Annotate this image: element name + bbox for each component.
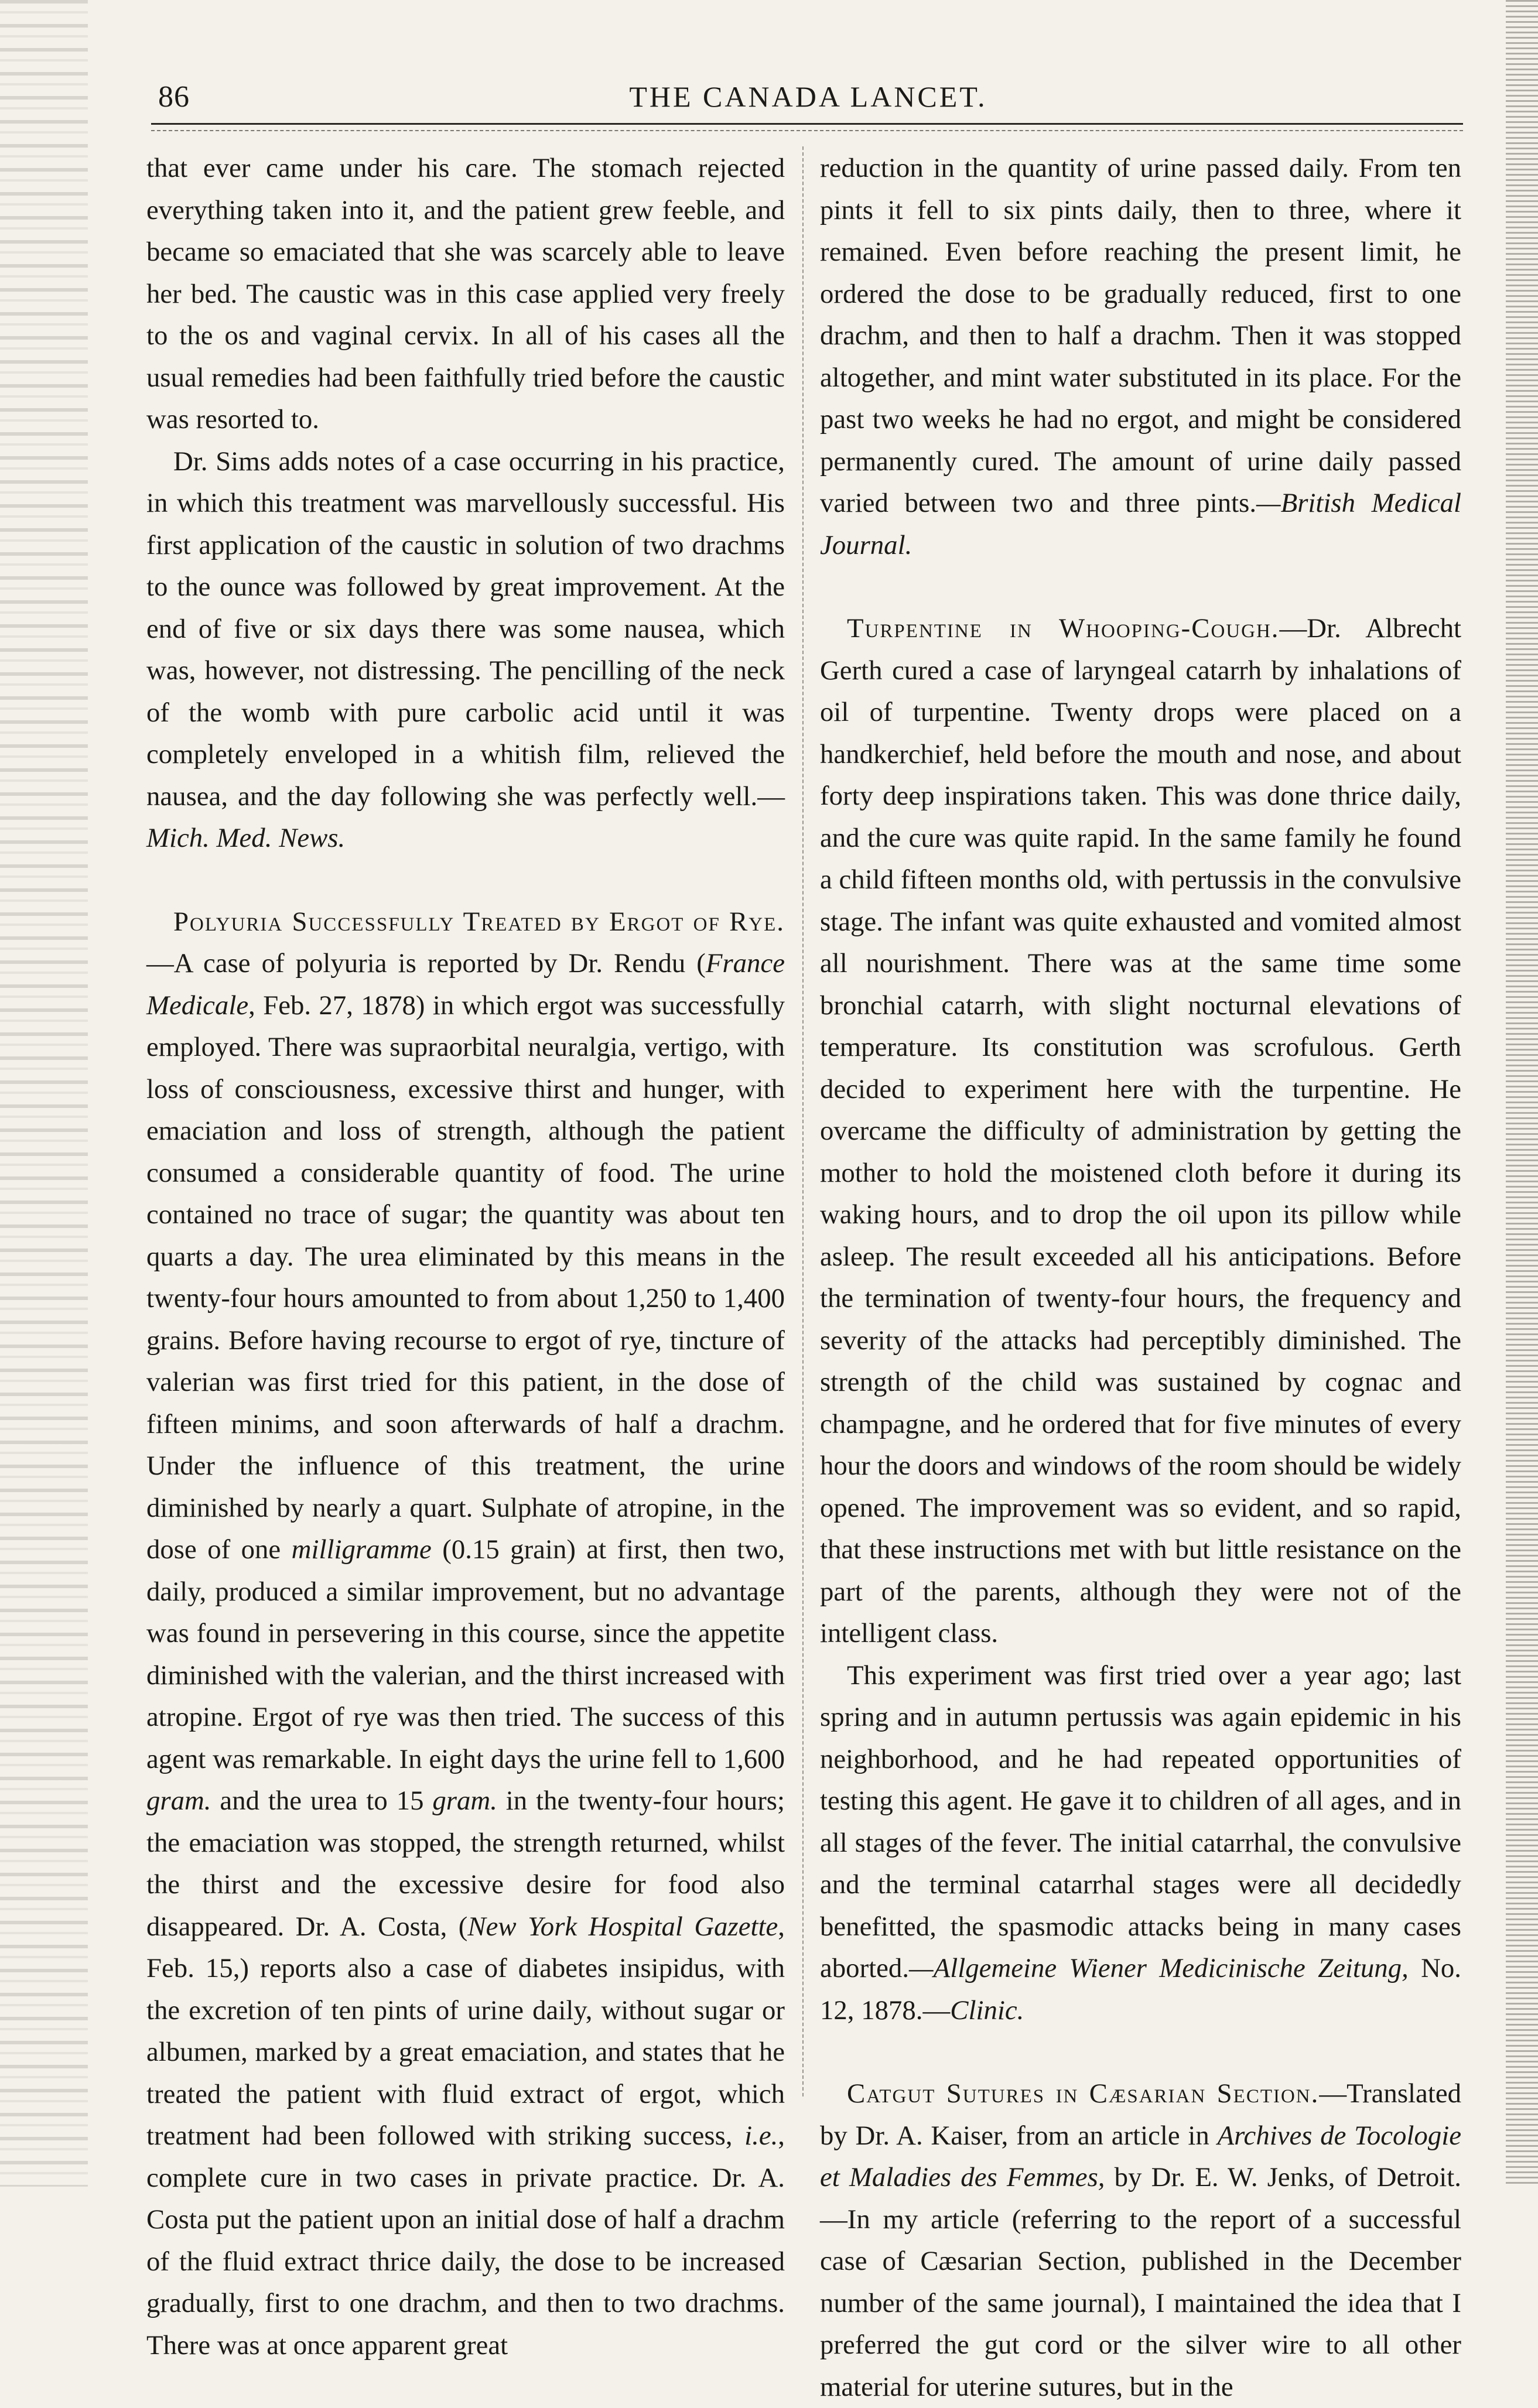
source-citation: —British Medical Journal.	[820, 488, 1461, 560]
right-column	[820, 148, 1461, 2408]
article-turpentine: Turpentine in Whooping-Cough.—Dr. Albrecht Gerth cured a case of laryngeal catarrh by inhalations of oil of turpentine. Twenty drops were placed on a handkerchief, held before the mouth and nose, and about forty deep inspirations taken. This was done thrice daily, and the cure was quite rapid. In the same family he found a child fifteen months old, with pertussis in the convulsive stage. The infant was quite exhausted and vomited almost all nourishment. There was at the same time some bronchial catarrh, with slight nocturnal elevations of temperature. Its constitution was scrofulous. Gerth decided to experiment here with the turpentine. He overcame the difficulty of administration by getting the mother to hold the moistened cloth before it during its waking hours, and to drop the oil upon its pillow while asleep. The result exceeded all his anticipations. Before the termination of twenty-four hours, the frequency and severity of the attacks had perceptibly diminished. The strength of the child was sustained by cognac and champagne, and he ordered that for five minutes of every hour the doors and windows of the room should be widely opened. The improvement was so evident, and so rapid, that these instructions met with but little resistance on the part of the parents, although they were not of the intelligent class.	[820, 613, 1461, 1648]
page-number: 86	[158, 80, 190, 114]
article-polyuria: Polyuria Successfully Treated by Ergot of Rye.—A case of polyuria is reported by Dr. Rendu (France Medicale, Feb. 27, 1878) in which ergot was successfully employed. There was supraorbital neuralgia, vertigo, with loss of consciousness, excessive thirst and hunger, with emaciation and loss of strength, although the patient consumed a considerable quantity of food. The urine contained no trace of sugar; the quantity was about ten quarts a day. The urea eliminated by this means in the twenty-four hours amounted to from about 1,250 to 1,400 grains. Before having recourse to ergot of rye, tincture of valerian was first tried for this patient, in the dose of fifteen minims, and soon afterwards of half a drachm. Under the influence of this treatment, the urine diminished by nearly a quart. Sulphate of atropine, in the dose of one milligramme (0.15 grain) at first, then two, daily, produced a similar improvement, but no advantage was found in persevering in this course, since the appetite diminished with the valerian, and the thirst increased with atropine. Ergot of rye was then tried. The success of this agent was remarkable. In eight days the urine fell to 1,600 gram. and the urea to 15 gram. in the twenty-four hours; the emaciation was stopped, the strength returned, whilst the thirst and the excessive desire for food also disappeared. Dr. A. Costa, (New York Hospital Gazette, Feb. 15,) reports also a case of diabetes insipidus, with the excretion of ten pints of urine daily, without sugar or albumen, marked by a great emaciation, and states that he treated the patient with fluid extract of ergot, which treatment had been followed with striking success, i.e., complete cure in two cases in private practice. Dr. A. Costa put the patient upon an initial dose of half a drachm of the fluid extract thrice daily, the dose to be increased gradually, first to one drachm, and then to two drachms. There was at once apparent great	[146, 906, 785, 2361]
paragraph: This experiment was first tried over a year ago; last spring and in autumn pertussis was again epidemic in his neighborhood, and he had repeated opportunities of testing this agent. He gave it to children of all ages, and in all stages of the fever. The initial catarrhal, the convulsive and the terminal catarrhal stages were all decidedly benefitted, the spasmodic attacks being in many cases aborted.—Allgemeine Wiener Medicinische Zeitung, No. 12, 1878.—Clinic.	[820, 1660, 1461, 2026]
page-edge-right	[1506, 0, 1538, 2187]
article-catgut-sutures: Catgut Sutures in Cæsarian Section.—Translated by Dr. A. Kaiser, from an article in Archives de Tocologie et Maladies des Femmes, by Dr. E. W. Jenks, of Detroit.—In my article (referring to the report of a successful case of Cæsarian Section, published in the December number of the same journal), I maintained the idea that I preferred the gut cord or the silver wire to all other material for uterine sutures, but in the	[820, 2078, 1462, 2402]
paragraph: that ever came under his care. The stomach rejected everything taken into it, and the patient grew feeble, and became so emaciated that she was scarcely able to leave her bed. The caustic was in this case applied very freely to the os and vaginal cervix. In all of his cases all the usual remedies had been faithfully tried before the caustic was resorted to.	[146, 153, 785, 435]
paragraph: reduction in the quantity of urine passed daily. From ten pints it fell to six pints daily, then to three, where it remained. Even before reaching the present limit, he ordered the dose to be gradually reduced, first to one drachm, and then to half a drachm. Then it was stopped altogether, and mint water substituted in its place. For the past two weeks he had no ergot, and might be considered permanently cured. The amount of urine daily passed varied between two and three pints.—British Medical Journal.	[820, 153, 1461, 560]
article-heading: Turpentine in Whooping-Cough.	[847, 613, 1280, 644]
running-head: THE CANADA LANCET.	[629, 80, 987, 113]
source-citation: —Allgemeine Wiener Medicinische Zeitung,	[909, 1953, 1409, 1983]
article-heading: Catgut Sutures in Cæsarian Section.	[847, 2078, 1320, 2109]
column-divider	[802, 146, 804, 2096]
paragraph: Dr. Sims adds notes of a case occurring in his practice, in which this treatment was marvellously successful. His first application of the caustic in solution of two drachms to the ounce was followed by great improvement. At the end of five or six days there was some nausea, which was, however, not distressing. The pencilling of the neck of the womb with pure carbolic acid until it was completely enveloped in a whitish film, relieved the nausea, and the day following she was perfectly well.—Mich. Med. News.	[146, 446, 785, 853]
header-rule	[151, 123, 1463, 125]
left-column	[146, 148, 785, 2366]
page-edge-left	[0, 0, 88, 2187]
header-rule-dashed	[151, 130, 1463, 131]
source-citation: Mich. Med. News.	[146, 823, 346, 853]
article-heading: Polyuria Successfully Treated by Ergot of Rye.	[173, 906, 785, 937]
page-header	[158, 80, 1458, 115]
